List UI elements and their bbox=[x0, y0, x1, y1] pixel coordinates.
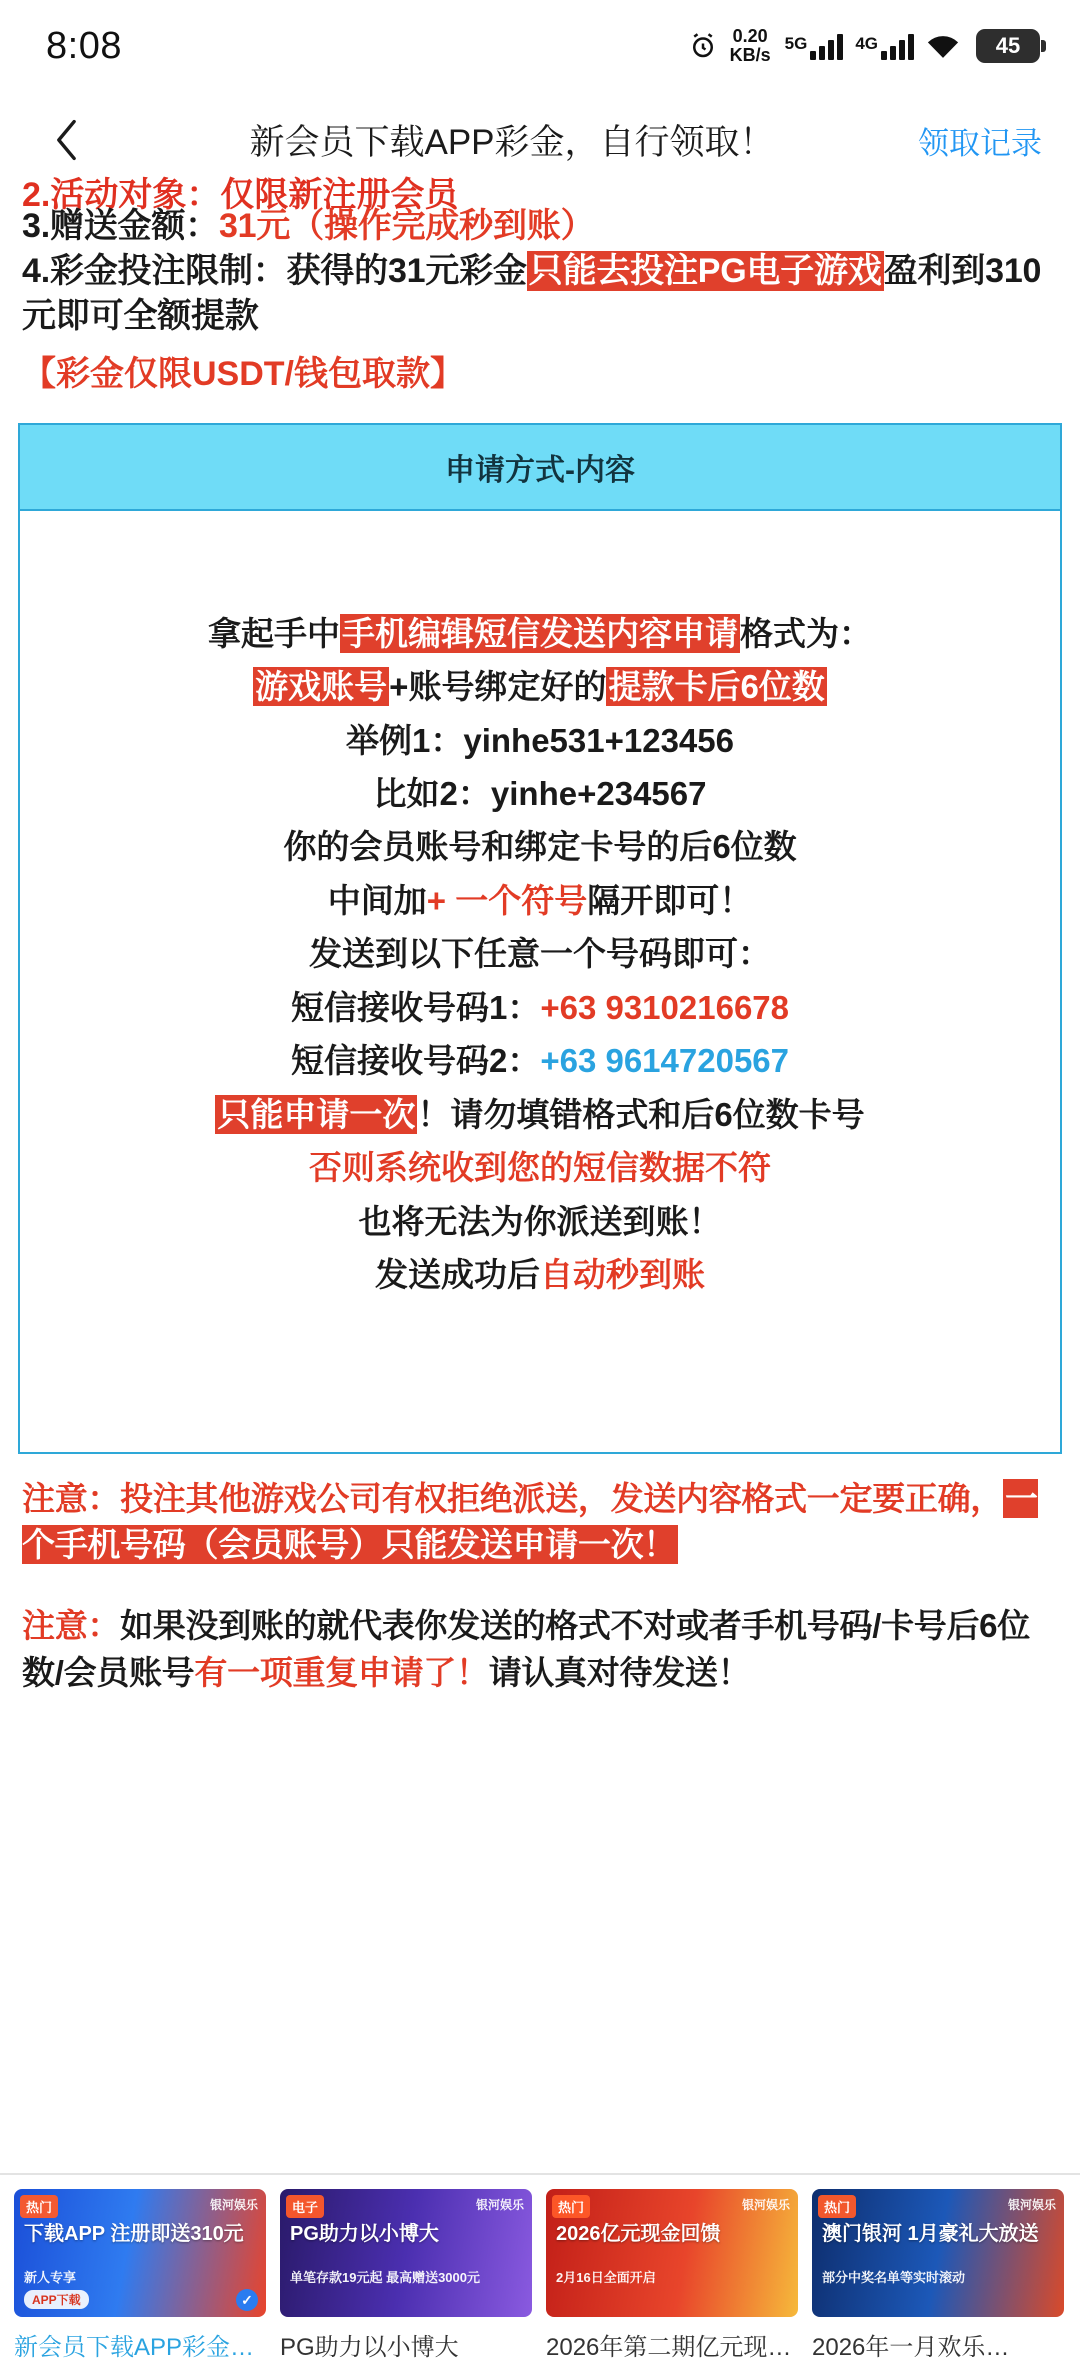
rule-4-highlight: 只能去投注PG电子游戏 bbox=[528, 252, 882, 291]
promo-thumbnail[interactable] bbox=[280, 2189, 532, 2317]
card-line-2-highlight-1: 游戏账号 bbox=[255, 668, 388, 706]
promo-caption[interactable]: PG助力以小博大 bbox=[280, 2334, 459, 2361]
card-line-13 bbox=[38, 1248, 1042, 1301]
rule-line-4 bbox=[22, 249, 1062, 339]
card-line-6-b: 隔开即可！ bbox=[587, 881, 753, 919]
card-line-13-red: 自动秒到账 bbox=[540, 1256, 705, 1294]
card-line-10-highlight: 只能申请一次 bbox=[217, 1095, 416, 1133]
note-2-lead: 注意： bbox=[22, 1607, 121, 1645]
rule-line-3 bbox=[22, 204, 1062, 249]
list-item[interactable] bbox=[14, 2189, 266, 2362]
promotion-carousel bbox=[0, 2173, 1080, 2376]
promo-headline: 2026亿元现金回馈 bbox=[556, 2223, 721, 2245]
promo-brand: 银河娱乐 bbox=[1007, 2198, 1056, 2212]
content-area bbox=[0, 176, 1080, 1697]
sms-number-2-row bbox=[38, 1034, 1042, 1087]
card-title: 申请方式-内容 bbox=[20, 425, 1060, 511]
page-title: 新会员下载APP彩金，自行领取！ bbox=[249, 123, 775, 162]
promo-badge: 热门 bbox=[20, 2195, 58, 2218]
promo-headline: PG助力以小博大 bbox=[290, 2223, 439, 2245]
card-line-6 bbox=[38, 874, 1042, 927]
promo-brand: 银河娱乐 bbox=[475, 2198, 524, 2212]
card-line-5: 你的会员账号和绑定卡号的后6位数 bbox=[283, 828, 797, 866]
battery-icon bbox=[976, 29, 1040, 63]
promotion-list[interactable] bbox=[0, 2189, 1080, 2362]
signal-4g-icon bbox=[855, 32, 914, 60]
card-line-6-a: 中间加 bbox=[327, 881, 427, 919]
rule-3-suffix: （操作完成秒到账） bbox=[290, 207, 595, 245]
card-line-1-b: 格式为： bbox=[740, 614, 872, 652]
note-1-lead: 注意： bbox=[22, 1479, 121, 1517]
rule-4-suffix: 盈利到310元即可全额提款 bbox=[22, 252, 1042, 336]
promo-subline: 部分中奖名单等实时滚动 bbox=[822, 2270, 966, 2285]
promo-caption[interactable]: 新会员下载APP彩金… bbox=[14, 2334, 255, 2361]
signal-5g-icon bbox=[785, 32, 844, 60]
network-speed-value: 0.20 bbox=[732, 25, 768, 46]
note-2-tail: 请认真对待发送！ bbox=[488, 1654, 751, 1692]
rule-4-prefix: 4.彩金投注限制：获得的31元彩金 bbox=[22, 252, 527, 291]
network-5g-label: 5G bbox=[784, 34, 808, 53]
promo-thumbnail[interactable] bbox=[546, 2189, 798, 2317]
card-line-6-red: + 一个符号 bbox=[426, 881, 588, 919]
card-line-12: 也将无法为你派送到账！ bbox=[358, 1202, 722, 1240]
note-2-red: 有一项重复申请了！ bbox=[194, 1654, 489, 1692]
promo-badge: 电子 bbox=[286, 2195, 324, 2218]
note-1 bbox=[22, 1476, 1058, 1570]
check-icon: ✓ bbox=[236, 2289, 258, 2311]
battery-level: 45 bbox=[995, 33, 1021, 58]
sms-number-1-value[interactable]: +63 9310216678 bbox=[540, 988, 790, 1026]
sms-number-2-label: 短信接收号码2： bbox=[290, 1042, 541, 1080]
network-speed-unit: KB/s bbox=[729, 45, 771, 65]
card-body bbox=[20, 511, 1060, 1452]
card-line-1-highlight: 手机编辑短信发送内容申请 bbox=[342, 614, 738, 652]
list-item[interactable] bbox=[812, 2189, 1064, 2362]
card-line-7: 发送到以下任意一个号码即可： bbox=[309, 935, 771, 973]
promo-headline: 下载APP 注册即送310元 bbox=[24, 2223, 244, 2245]
rule-3-amount: 31元 bbox=[218, 207, 291, 245]
note-1-highlight: 一个手机号码（会员账号）只能发送申请一次！ bbox=[22, 1479, 1038, 1564]
promo-thumbnail[interactable] bbox=[14, 2189, 266, 2317]
card-line-10 bbox=[38, 1088, 1042, 1141]
card-line-4: 比如2：yinhe+234567 bbox=[373, 775, 707, 813]
status-bar bbox=[0, 0, 1080, 92]
card-line-13-a: 发送成功后 bbox=[375, 1256, 540, 1294]
promo-subline: 2月16日全面开启 bbox=[556, 2270, 656, 2285]
card-line-2-highlight-2: 提款卡后6位数 bbox=[608, 668, 825, 706]
promo-caption[interactable]: 2026年一月欢乐… bbox=[812, 2334, 1010, 2361]
wifi-icon bbox=[926, 32, 960, 60]
promo-badge: 热门 bbox=[552, 2195, 590, 2218]
card-line-1 bbox=[38, 607, 1042, 660]
promo-thumbnail[interactable] bbox=[812, 2189, 1064, 2317]
status-indicators bbox=[688, 27, 1040, 66]
promo-chip: APP下载 bbox=[24, 2290, 89, 2309]
promo-subline: 新人专享 bbox=[24, 2270, 77, 2285]
card-line-3: 举例1：yinhe531+123456 bbox=[346, 721, 734, 759]
rule-3-prefix: 3.赠送金额： bbox=[22, 207, 219, 245]
card-line-10-rest: ！请勿填错格式和后6位数卡号 bbox=[417, 1095, 865, 1133]
card-line-1-a: 拿起手中 bbox=[208, 614, 340, 652]
chevron-left-icon[interactable] bbox=[40, 112, 96, 168]
note-2-text: 如果没到账的就代表你发送的格式不对或者手机号码/卡号后6位数/会员账号 bbox=[22, 1607, 1030, 1692]
list-item[interactable] bbox=[280, 2189, 532, 2362]
network-4g-label: 4G bbox=[855, 34, 878, 53]
navigation-bar bbox=[0, 92, 1080, 188]
network-speed bbox=[730, 27, 771, 66]
rules-clipped-line: 2.活动对象：仅限新注册会员 bbox=[22, 176, 459, 214]
alarm-icon bbox=[688, 31, 718, 61]
note-2 bbox=[22, 1603, 1058, 1697]
sms-number-1-label: 短信接收号码1： bbox=[290, 988, 541, 1026]
list-item[interactable] bbox=[546, 2189, 798, 2362]
status-time: 8:08 bbox=[46, 24, 122, 67]
promo-headline: 澳门银河 1月豪礼大放送 bbox=[822, 2223, 1039, 2245]
withdraw-warning: 【彩金仅限USDT/钱包取款】 bbox=[22, 354, 464, 393]
card-line-2-mid: +账号绑定好的 bbox=[389, 668, 607, 706]
claim-records-link[interactable]: 领取记录 bbox=[918, 125, 1042, 161]
sms-number-2-value[interactable]: +63 9614720567 bbox=[540, 1042, 790, 1080]
note-1-text: 投注其他游戏公司有权拒绝派送，发送内容格式一定要正确， bbox=[120, 1479, 1004, 1517]
promo-subline: 单笔存款19元起 最高赠送3000元 bbox=[290, 2270, 480, 2285]
promo-badge: 热门 bbox=[818, 2195, 856, 2218]
promo-brand: 银河娱乐 bbox=[741, 2198, 790, 2212]
promo-brand: 银河娱乐 bbox=[209, 2198, 258, 2212]
application-method-card bbox=[18, 423, 1062, 1454]
promo-caption[interactable]: 2026年第二期亿元现… bbox=[546, 2334, 792, 2361]
card-line-2 bbox=[38, 660, 1042, 713]
card-line-11: 否则系统收到您的短信数据不符 bbox=[309, 1149, 771, 1187]
sms-number-1-row bbox=[38, 981, 1042, 1034]
